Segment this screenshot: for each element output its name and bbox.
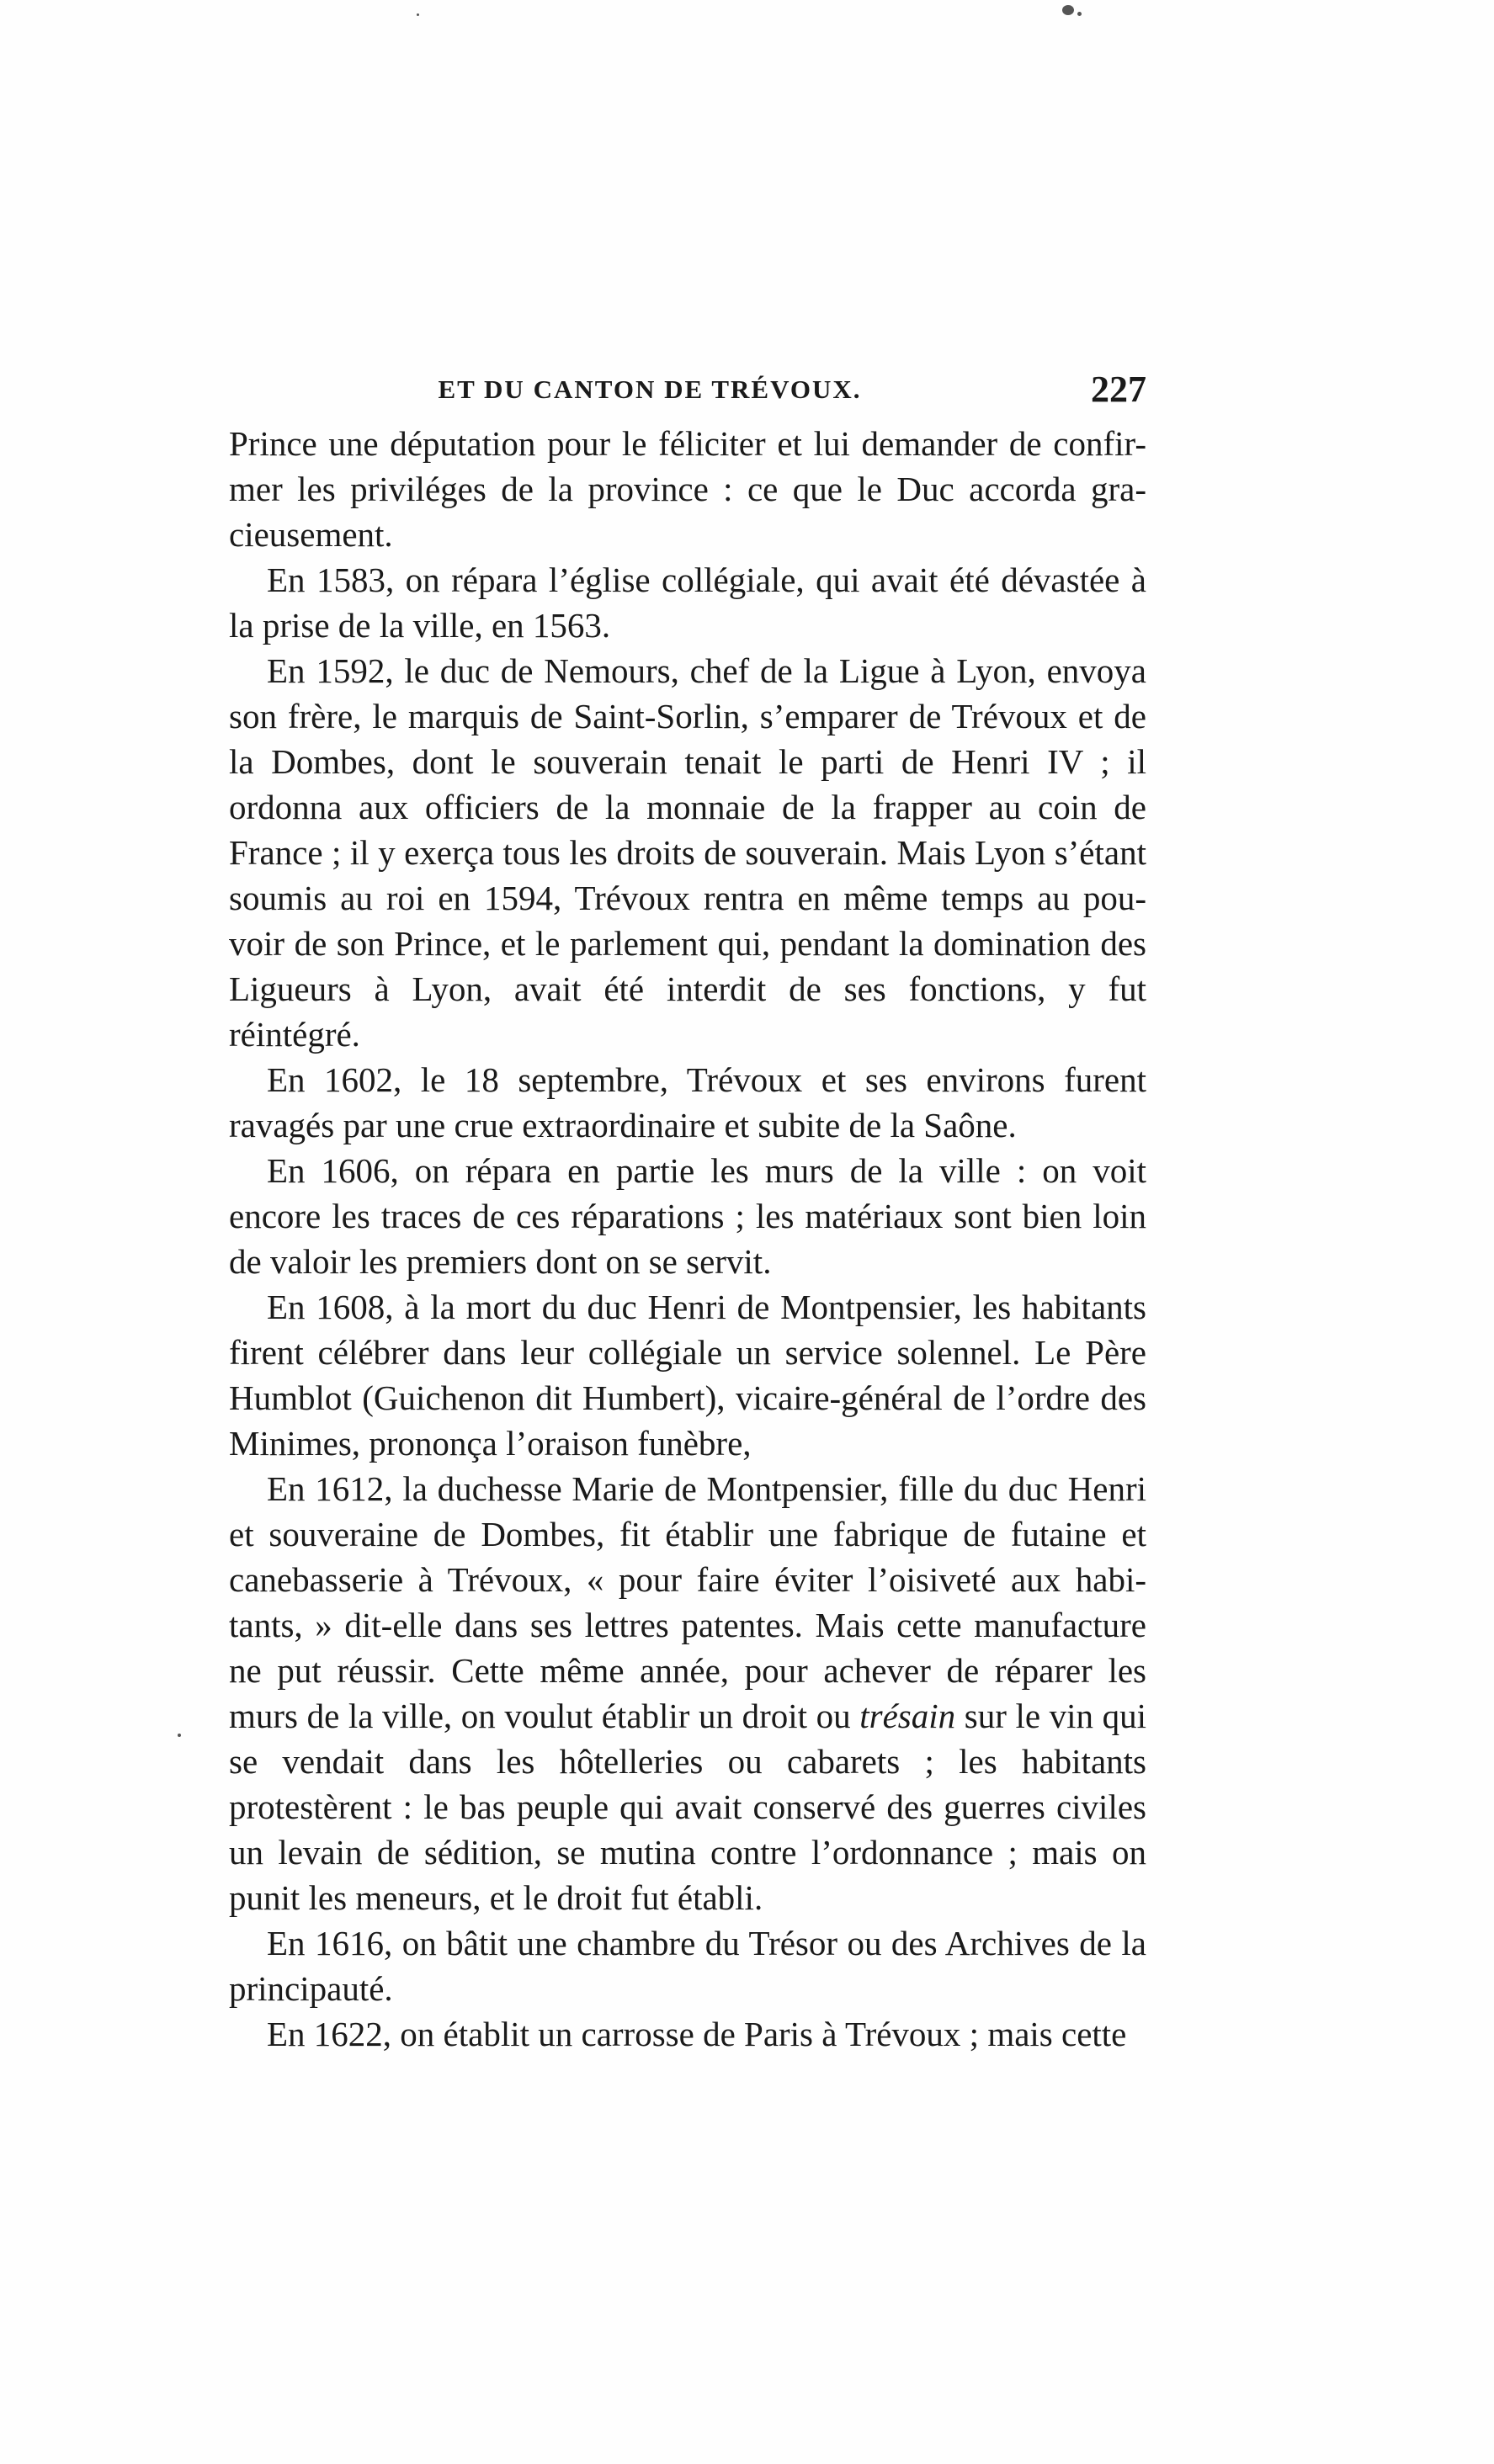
paragraph	[229, 1466, 1146, 1920]
page-number: 227	[1091, 369, 1146, 410]
paragraph: En 1608, à la mort du duc Henri de Montpensier, les habitants firent célébrer dans leur collégiale un service solennel. Le Père Humblot (Guichenon dit Humbert), vicaire-général de l’ordre des Minimes, prononça l’oraison funèbre,	[229, 1288, 1146, 1463]
paragraph: En 1592, le duc de Nemours, chef de la Ligue à Lyon, envoya son frère, le marquis de Saint-Sorlin, s’emparer de Trévoux et de la Dombes, dont le souverain tenait le parti de Henri IV ; il ordonna aux officiers de la monnaie de la frapper au coin de France ; il y exerça tous les droits de souverain. Mais Lyon s’étant soumis au roi en 1594, Trévoux rentra en même temps au pou-voir de son Prince, et le parlement qui, pendant la domination des Ligueurs à Lyon, avait été interdit de ses fonctions, y fut réintégré.	[229, 651, 1146, 1054]
paragraph: En 1606, on répara en partie les murs de la ville : on voit encore les traces de ces réparations ; les matériaux sont bien loin de valoir les premiers dont on se servit.	[229, 1151, 1146, 1281]
paragraph: En 1583, on répara l’église collégiale, qui avait été dévastée à la prise de la ville, en 1563.	[229, 560, 1146, 645]
paragraph: En 1622, on établit un carrosse de Paris à Trévoux ; mais cette	[267, 2015, 1127, 2053]
paragraph: En 1616, on bâtit une chambre du Trésor ou des Archives de la principauté.	[229, 1924, 1146, 2008]
running-title: ET DU CANTON DE TRÉVOUX.	[438, 374, 862, 404]
ink-mark	[1077, 12, 1082, 16]
ink-mark	[1062, 5, 1074, 15]
body-text	[229, 421, 1146, 2057]
ink-mark	[417, 13, 419, 16]
paragraph: Prince une députation pour le féliciter et lui demander de confir-mer les priviléges de la province : ce que le Duc accorda gra-cieusement.	[229, 424, 1146, 554]
paragraph-text: En 1612, la duchesse Marie de Montpensier, fille du duc Henri et souveraine de Dombes, fit établir une fabrique de futaine et canebasserie à Trévoux, « pour faire éviter l’oisiveté aux habi-tants, » dit-elle dans ses lettres patentes. Mais cette manufacture ne put réussir. Cette même année, pour achever de réparer les murs de la ville, on voulut établir un droit ou	[229, 1469, 1146, 1735]
paragraph: En 1602, le 18 septembre, Trévoux et ses environs furent ravagés par une crue extraordinaire et subite de la Saône.	[229, 1060, 1146, 1144]
page-header	[229, 368, 1146, 418]
italic-term: trésain	[859, 1697, 956, 1735]
ink-mark	[178, 1734, 181, 1737]
paragraph-text: sur le vin qui se vendait dans les hôtelleries ou cabarets ; les habitants protestèrent : le bas peuple qui avait conservé des guerres civiles un levain de sédition, se mutina contre l’ordonnance ; mais on punit les meneurs, et le droit fut établi.	[229, 1697, 1146, 1917]
